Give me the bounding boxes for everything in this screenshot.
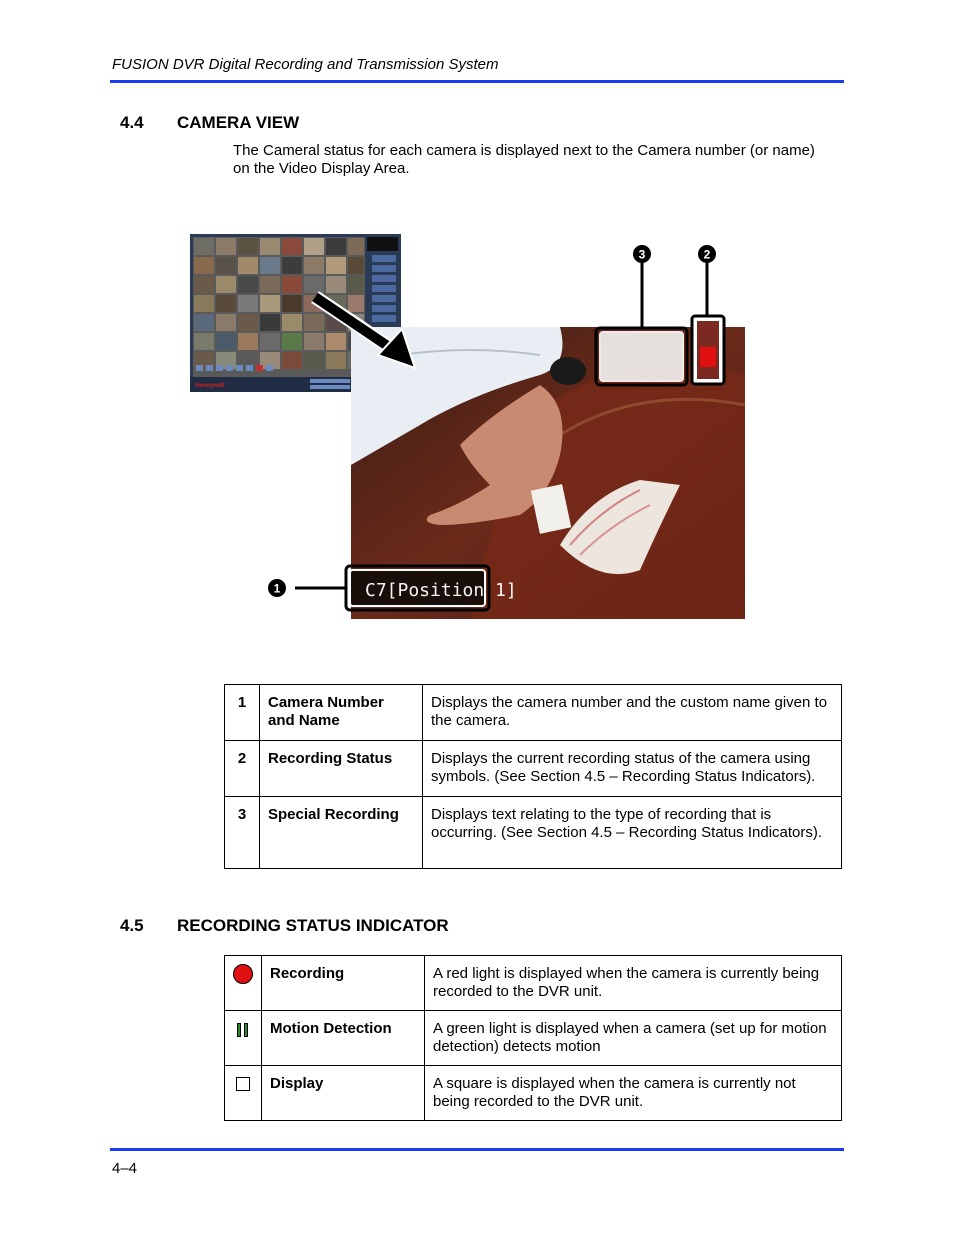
callout-1 — [268, 579, 286, 597]
row-number: 3 — [225, 797, 260, 869]
camera-status-table — [224, 684, 842, 869]
row-name: Recording — [262, 956, 425, 1011]
section-number: 4.5 — [120, 916, 144, 935]
recording-indicator-table — [224, 955, 842, 1121]
row-name: Camera Number and Name — [260, 685, 423, 741]
table-row — [225, 956, 842, 1011]
section-number: 4.4 — [120, 113, 144, 132]
figure-illustration — [140, 225, 780, 635]
section-paragraph: The Cameral status for each camera is displayed next to the Camera number (or name) on the Video Display Area. — [233, 142, 815, 177]
row-description: A red light is displayed when the camera is currently being recorded to the DVR unit. — [425, 956, 842, 1011]
row-number: 1 — [225, 685, 260, 741]
row-description: Displays the current recording status of the camera using symbols. (See Section 4.5 – Recording Status Indicators). — [423, 741, 842, 797]
footer-rule — [110, 1148, 844, 1151]
red-circle-icon — [233, 964, 253, 984]
section-title: CAMERA VIEW — [177, 113, 300, 132]
page-number: 4–4 — [112, 1160, 138, 1177]
svg-text:1: 1 — [273, 581, 281, 596]
row-description: Displays the camera number and the custom name given to the camera. — [423, 685, 842, 741]
row-name: Display — [262, 1066, 425, 1121]
callout-3 — [633, 245, 651, 263]
table-row — [225, 1011, 842, 1066]
section-title: RECORDING STATUS INDICATOR — [177, 916, 449, 935]
row-description: A green light is displayed when a camera (set up for motion detection) detects motion — [425, 1011, 842, 1066]
green-bars-icon — [237, 1023, 249, 1037]
row-number: 2 — [225, 741, 260, 797]
table-row — [225, 741, 842, 797]
table-row — [225, 1066, 842, 1121]
honeywell-logo: Honeywell — [195, 383, 225, 389]
row-description: Displays text relating to the type of recording that is occurring. (See Section 4.5 – Recording Status Indicators). — [423, 797, 842, 869]
callout-2 — [698, 245, 716, 263]
white-square-icon — [236, 1077, 250, 1091]
row-name: Special Recording — [260, 797, 423, 869]
camera-label: C7[Position 1] — [365, 580, 517, 601]
row-description: A square is displayed when the camera is currently not being recorded to the DVR unit. — [425, 1066, 842, 1121]
camera-view-figure — [140, 225, 780, 635]
running-header: FUSION DVR Digital Recording and Transmission System — [112, 56, 499, 73]
svg-text:2: 2 — [703, 247, 711, 262]
table-row — [225, 797, 842, 869]
row-name: Recording Status — [260, 741, 423, 797]
row-name: Motion Detection — [262, 1011, 425, 1066]
table-row — [225, 685, 842, 741]
header-rule — [110, 80, 844, 83]
svg-text:3: 3 — [638, 247, 646, 262]
